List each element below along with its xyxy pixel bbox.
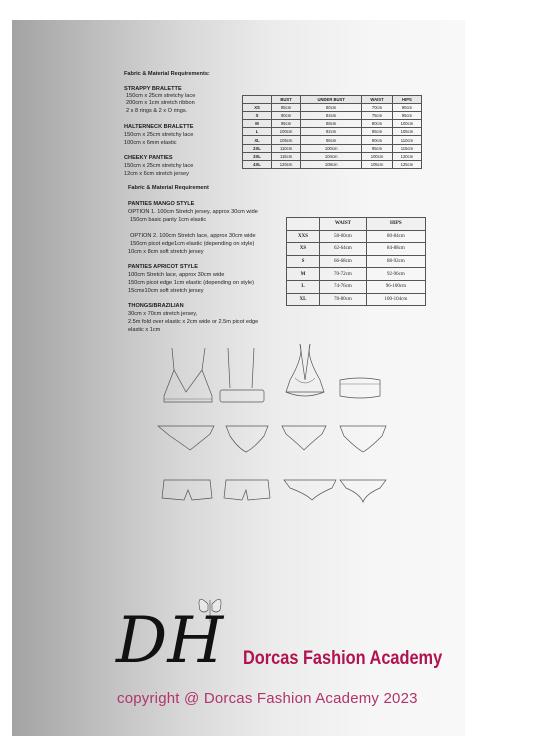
halter-title: HALTERNECK BRALETTE bbox=[124, 124, 194, 130]
bralette-back-sketch bbox=[220, 348, 264, 402]
table-cell: 80cm bbox=[301, 104, 362, 112]
table-cell: 120cm bbox=[272, 160, 301, 168]
table-cell: 90cm bbox=[272, 112, 301, 120]
strappy-title: STRAPPY BRALETTE bbox=[124, 86, 182, 92]
size-label: XL bbox=[287, 293, 320, 306]
thong-title: THONGS/BRAZILIAN bbox=[128, 303, 184, 309]
table-row bbox=[243, 144, 422, 152]
cheeky-line: 150cm x 25cm stretchy lace bbox=[124, 163, 194, 169]
size-label: S bbox=[287, 255, 320, 268]
panty-size-chart bbox=[286, 217, 426, 306]
apricot-line: 100cm Stretch lace, approx 30cm wide bbox=[128, 272, 225, 278]
table-cell: 104cm bbox=[301, 152, 362, 160]
table-cell: 115cm bbox=[272, 152, 301, 160]
mango-line: OPTION 1. 100cm Stretch jersey, approx 30cm wide bbox=[128, 209, 258, 215]
table-row bbox=[243, 136, 422, 144]
copyright-text: copyright @ Dorcas Fashion Academy 2023 bbox=[117, 690, 418, 707]
table-header-row bbox=[287, 218, 426, 231]
mango-line: OPTION 2. 100cm Stretch lace, approx 30cm wide bbox=[130, 233, 256, 239]
table-cell: 92cm bbox=[301, 128, 362, 136]
size-label: M bbox=[287, 268, 320, 281]
table-cell: 96-100cm bbox=[366, 280, 425, 293]
table-header-cell: HIPS bbox=[366, 218, 425, 231]
table-header-row bbox=[243, 96, 422, 104]
table-row bbox=[287, 268, 426, 281]
bra-size-chart bbox=[242, 95, 422, 169]
table-cell: 120cm bbox=[392, 152, 421, 160]
table-cell: 95cm bbox=[272, 120, 301, 128]
size-label: 4XL bbox=[243, 160, 272, 168]
cheeky-panties-sketch bbox=[158, 426, 386, 452]
size-label: S bbox=[243, 112, 272, 120]
table-cell: 105cm bbox=[272, 136, 301, 144]
mango-line: 150cm picot edge1cm elastic (depending on style) bbox=[130, 241, 255, 247]
table-cell: 90cm bbox=[392, 104, 421, 112]
dh-monogram-logo bbox=[108, 590, 258, 680]
thong-line: elastic x 1cm bbox=[128, 327, 161, 333]
table-cell: 80-84cm bbox=[366, 230, 425, 243]
requirements-title: Fabric & Material Requirements: bbox=[124, 71, 210, 77]
mango-title: PANTIES MANGO STYLE bbox=[128, 201, 195, 207]
mango-line: 150cm basic panty 1cm elastic bbox=[130, 217, 207, 223]
boyshort-thong-sketch bbox=[162, 480, 386, 502]
strappy-line: 2 x 8 rings & 2 x O rings. bbox=[126, 108, 188, 114]
table-cell: 66-68cm bbox=[320, 255, 367, 268]
size-label: M bbox=[243, 120, 272, 128]
strappy-bralette-sketch bbox=[164, 348, 212, 402]
table-cell: 100-104cm bbox=[366, 293, 425, 306]
table-cell: 95cm bbox=[392, 112, 421, 120]
table-cell: 75cm bbox=[362, 112, 393, 120]
table-cell: 100cm bbox=[392, 120, 421, 128]
cheeky-line: 12cm x 6cm stretch jersey bbox=[124, 171, 189, 177]
requirements-title-2: Fabric & Material Requirement bbox=[128, 185, 209, 191]
table-row bbox=[243, 160, 422, 168]
table-row bbox=[287, 243, 426, 256]
table-cell: 115cm bbox=[392, 144, 421, 152]
table-cell: 92-96cm bbox=[366, 268, 425, 281]
size-label: XL bbox=[243, 136, 272, 144]
table-cell: 110cm bbox=[272, 144, 301, 152]
table-cell: 88-92cm bbox=[366, 255, 425, 268]
table-cell: 70cm bbox=[362, 104, 393, 112]
table-row bbox=[287, 255, 426, 268]
garment-sketches bbox=[150, 340, 390, 520]
table-cell: 80cm bbox=[362, 120, 393, 128]
table-cell: 74-76cm bbox=[320, 280, 367, 293]
table-cell: 84cm bbox=[301, 112, 362, 120]
halterneck-bralette-sketch bbox=[286, 344, 324, 396]
table-row bbox=[287, 280, 426, 293]
table-header-cell: WAIST bbox=[362, 96, 393, 104]
size-label: 2XL bbox=[243, 144, 272, 152]
halter-line: 150cm x 25cm stretchy lace bbox=[124, 132, 194, 138]
table-header-cell: HIPS bbox=[392, 96, 421, 104]
apricot-line: 15cmx10cm soft stretch jersey bbox=[128, 288, 204, 294]
table-row bbox=[243, 152, 422, 160]
table-row bbox=[243, 128, 422, 136]
apricot-title: PANTIES APRICOT STYLE bbox=[128, 264, 198, 270]
table-cell: 100cm bbox=[362, 152, 393, 160]
table-cell: 85cm bbox=[272, 104, 301, 112]
table-row bbox=[243, 120, 422, 128]
size-label: L bbox=[287, 280, 320, 293]
table-row bbox=[287, 293, 426, 306]
table-cell: 58-60cm bbox=[320, 230, 367, 243]
thong-line: 2.5m fold over elastic x 2cm wide or 2.5m picot edge bbox=[128, 319, 259, 325]
size-label: XS bbox=[287, 243, 320, 256]
table-row bbox=[287, 230, 426, 243]
table-header-cell: WAIST bbox=[320, 218, 367, 231]
strappy-line: 200cm x 1cm stretch ribbon bbox=[126, 100, 195, 106]
thong-line: 30cm x 70cm stretch jersey, bbox=[128, 311, 198, 317]
table-cell: 78-80cm bbox=[320, 293, 367, 306]
table-header-cell: BUST bbox=[272, 96, 301, 104]
table-header-cell bbox=[287, 218, 320, 231]
table-row bbox=[243, 112, 422, 120]
table-cell: 100cm bbox=[301, 144, 362, 152]
size-label: XS bbox=[243, 104, 272, 112]
table-cell: 88cm bbox=[301, 120, 362, 128]
table-cell: 70-72cm bbox=[320, 268, 367, 281]
table-cell: 105cm bbox=[362, 160, 393, 168]
table-cell: 62-64cm bbox=[320, 243, 367, 256]
table-cell: 105cm bbox=[392, 128, 421, 136]
table-cell: 108cm bbox=[301, 160, 362, 168]
table-cell: 90cm bbox=[362, 136, 393, 144]
table-cell: 100cm bbox=[272, 128, 301, 136]
table-cell: 85cm bbox=[362, 128, 393, 136]
table-header-cell bbox=[243, 96, 272, 104]
size-label: XXS bbox=[287, 230, 320, 243]
apricot-line: 150cm picot edge 1cm elastic (depending on style) bbox=[128, 280, 254, 286]
mango-line: 10cm x 8cm soft stretch jersey bbox=[128, 249, 204, 255]
size-label: 3XL bbox=[243, 152, 272, 160]
cheeky-title: CHEEKY PANTIES bbox=[124, 155, 173, 161]
table-cell: 84-88cm bbox=[366, 243, 425, 256]
halter-line: 100cm x 6mm elastic bbox=[124, 140, 177, 146]
table-cell: 96cm bbox=[301, 136, 362, 144]
academy-name: Dorcas Fashion Academy bbox=[243, 648, 443, 669]
halterneck-back-sketch bbox=[340, 378, 380, 398]
size-label: L bbox=[243, 128, 272, 136]
table-row bbox=[243, 104, 422, 112]
monogram-letters: DH bbox=[116, 604, 224, 678]
table-cell: 125cm bbox=[392, 160, 421, 168]
strappy-line: 150cm x 25cm stretchy lace bbox=[126, 93, 196, 99]
table-cell: 95cm bbox=[362, 144, 393, 152]
table-cell: 110cm bbox=[392, 136, 421, 144]
table-header-cell: UNDER BUST bbox=[301, 96, 362, 104]
